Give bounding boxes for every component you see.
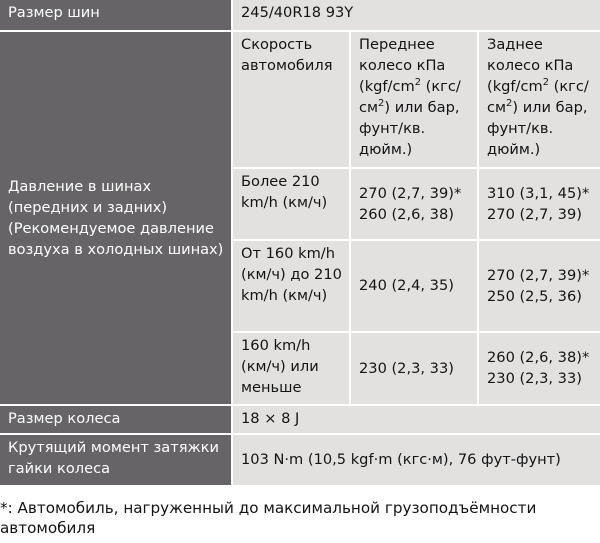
front-header-sup2: 2 (378, 98, 385, 110)
rear-pressure-line-2: 230 (2,3, 33) (487, 370, 582, 387)
footnote: *: Автомобиль, нагруженный до максимальной грузоподъёмности автомобиля (0, 499, 537, 537)
wheel-size-row (0, 405, 600, 434)
wheel-size-value: 18 × 8 J (232, 405, 600, 434)
torque-row (0, 434, 600, 486)
front-pressure-line-1: 230 (2,3, 33) (359, 359, 454, 377)
pressure-header-row (0, 31, 600, 168)
tire-size-label: Размер шин (0, 0, 232, 31)
front-pressure-line-1: 270 (2,7, 39)* (359, 184, 462, 202)
rear-pressure-cell (478, 240, 600, 332)
torque-label: Крутящий момент затяжки гайки колеса (0, 434, 232, 486)
wheel-size-label: Размер колеса (0, 405, 232, 434)
rear-wheel-header (478, 31, 600, 168)
tire-size-value: 245/40R18 93Y (232, 0, 600, 31)
front-pressure-line-2: 260 (2,6, 38) (359, 205, 454, 223)
speed-header: Скорость автомобиля (232, 31, 350, 168)
rear-header-mid: (кгс/см (487, 78, 589, 116)
rear-pressure-line-1: 260 (2,6, 38)* (487, 349, 590, 366)
rear-header-post: ) или бар, фунт/кв. дюйм.) (487, 99, 588, 158)
front-pressure-line-1: 240 (2,4, 35) (359, 277, 454, 294)
torque-value: 103 N·m (10,5 kgf·m (кгс·м), 76 фут-фунт) (232, 434, 600, 486)
front-header-mid: (кгс/см (359, 78, 461, 116)
rear-pressure-line-1: 270 (2,7, 39)* (487, 266, 590, 284)
rear-pressure-cell (478, 168, 600, 240)
rear-pressure-cell (478, 332, 600, 405)
speed-cell: 160 km/h (км/ч) или меньше (232, 332, 350, 405)
rear-header-sup2: 2 (506, 98, 513, 110)
rear-pressure-line-2: 250 (2,5, 36) (487, 287, 582, 305)
tire-pressure-label: Давление в шинах (передних и задних) (Рекомендуемое давление воздуха в холодных шинах) (0, 31, 232, 405)
rear-pressure-line-1: 310 (3,1, 45)* (487, 184, 590, 202)
front-wheel-header (350, 31, 478, 168)
front-pressure-cell (350, 332, 478, 405)
front-pressure-cell (350, 168, 478, 240)
tire-size-row (0, 0, 600, 31)
front-header-post: ) или бар, фунт/кв. дюйм.) (359, 99, 460, 158)
rear-header-pre: Заднее колесо кПа (kgf/cm (487, 36, 574, 95)
front-header-sup1: 2 (414, 77, 422, 89)
speed-cell: От 160 km/h (км/ч) до 210 km/h (км/ч) (232, 240, 350, 332)
rear-pressure-line-2: 270 (2,7, 39) (487, 205, 582, 223)
front-pressure-cell (350, 240, 478, 332)
speed-cell: Более 210 km/h (км/ч) (232, 168, 350, 240)
rear-header-sup1: 2 (542, 77, 550, 89)
front-header-pre: Переднее колесо кПа (kgf/cm (359, 36, 446, 95)
